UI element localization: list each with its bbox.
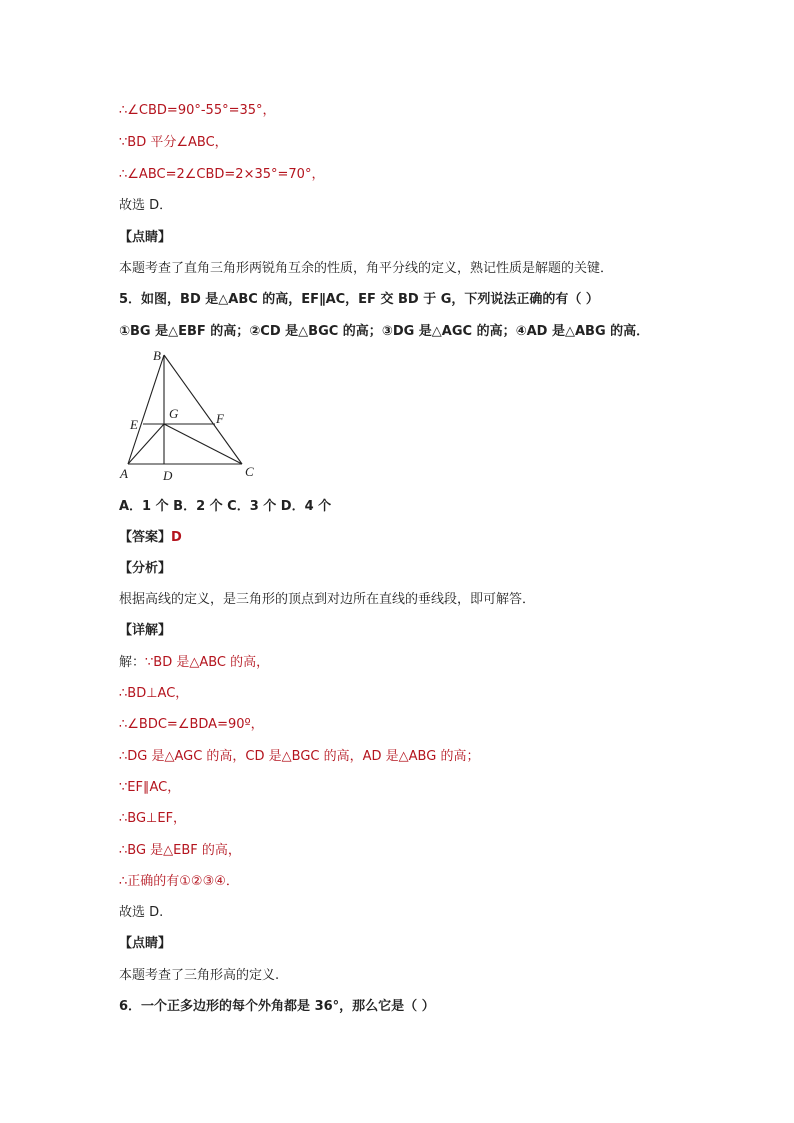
answer-tag: 【答案】 <box>119 530 172 545</box>
detail-line-1 <box>119 654 269 672</box>
detail-line-2: ∴BD⊥AC， <box>119 686 189 701</box>
detail-line-5: ∵EF∥AC， <box>119 780 181 795</box>
point-label-f: F <box>216 411 224 426</box>
segment-gc <box>164 424 242 464</box>
question-5-options: A．1 个 B．2 个 C．3 个 D．4 个 <box>119 499 332 514</box>
question-5-stem: 5．如图，BD 是△ABC 的高，EF∥AC，EF 交 BD 于 G，下列说法正确的有（ ） <box>119 292 599 307</box>
analysis-text: 根据高线的定义，是三角形的顶点到对边所在直线的垂线段，即可解答． <box>119 592 536 607</box>
answer-line <box>119 529 182 547</box>
detail-line-7: ∴BG 是△EBF 的高， <box>119 843 241 858</box>
remark-text-2: 本题考查了三角形高的定义. <box>119 968 280 983</box>
segment-ab <box>128 355 164 464</box>
choose-answer-line-2: 故选 D. <box>119 905 164 920</box>
point-label-a: A <box>120 466 128 481</box>
point-label-d: D <box>163 468 173 483</box>
section-heading-remark: 【点睛】 <box>119 230 172 245</box>
answer-value: D <box>171 530 182 545</box>
section-heading-analysis: 【分析】 <box>119 561 172 576</box>
point-label-c: C <box>245 464 254 479</box>
point-label-g: G <box>169 406 179 421</box>
triangle-figure <box>115 344 265 489</box>
detail-line-6: ∴BG⊥EF， <box>119 811 187 826</box>
point-label-e: E <box>130 417 138 432</box>
point-label-b: B <box>153 348 161 363</box>
choose-answer-line: 故选 D． <box>119 198 173 213</box>
section-heading-remark-2: 【点睛】 <box>119 936 172 951</box>
detail-prefix: 解： <box>119 655 146 670</box>
solution-line-2: ∵BD 平分∠ABC， <box>119 135 228 150</box>
detail-line-8: ∴正确的有①②③④． <box>119 874 239 889</box>
section-heading-detail: 【详解】 <box>119 623 172 638</box>
detail-line-3: ∴∠BDC=∠BDA=90º， <box>119 717 264 732</box>
detail-line-4: ∴DG 是△AGC 的高，CD 是△BGC 的高，AD 是△ABG 的高； <box>119 749 480 764</box>
solution-line-1: ∴∠CBD=90°-55°=35°， <box>119 103 276 118</box>
solution-line-3: ∴∠ABC=2∠CBD=2×35°=70°， <box>119 167 325 182</box>
detail-text-1: ∵BD 是△ABC 的高， <box>145 655 270 670</box>
remark-text: 本题考查了直角三角形两锐角互余的性质，角平分线的定义，熟记性质是解题的关键． <box>119 261 614 276</box>
question-6-stem: 6．一个正多边形的每个外角都是 36°，那么它是（ ） <box>119 999 435 1014</box>
question-5-statements: ①BG 是△EBF 的高；②CD 是△BGC 的高；③DG 是△AGC 的高；④AD 是△ABG 的高． <box>119 324 650 339</box>
